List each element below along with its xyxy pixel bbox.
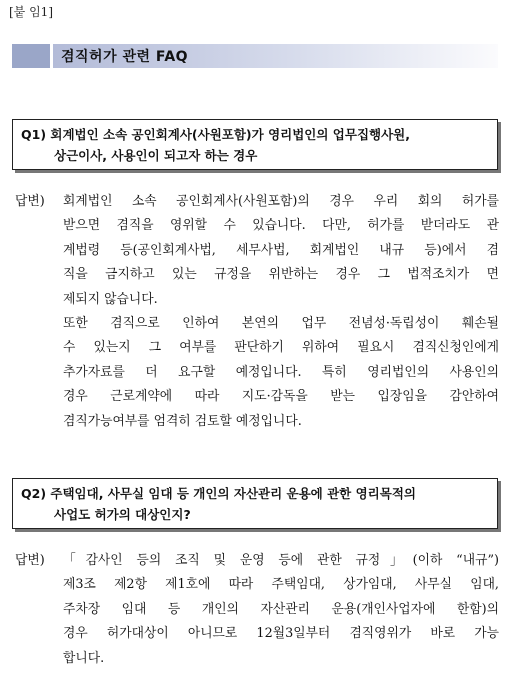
question-line: Q2) 주택임대, 사무실 임대 등 개인의 자산관리 운용에 관한 영리목적의 [21, 486, 416, 501]
answer-label: 답변) [15, 553, 45, 568]
question-box-q1 [12, 119, 498, 170]
answer-line: 계법령 등(공인회계사법, 세무사법, 회계법인 내규 등)에서 겸 [63, 242, 499, 258]
answer-line: 제3조 제2항 제1호에 따라 주택임대, 상가임대, 사무실 임대, [63, 577, 499, 593]
page-title: 겸직허가 관련 FAQ [61, 49, 189, 65]
question-line: Q1) 회계법인 소속 공인회계사(사원포함)가 영리법인의 업무집행사원, [21, 127, 410, 142]
title-accent-block [12, 44, 50, 68]
answer-line: 또한 겸직으로 인하여 본연의 업무 전념성·독립성이 훼손될 [63, 316, 499, 331]
answer-line: 합니다. [63, 650, 105, 666]
answer-line: 추가자료를 더 요구할 예정입니다. 특히 영리법인의 사용인의 [63, 364, 499, 380]
question-box-q2 [12, 478, 498, 529]
answer-line: 직을 금지하고 있는 규정을 위반하는 경우 그 법적조치가 면 [63, 267, 499, 283]
answer-line: 주차장 임대 등 개인의 자산관리 운용(개인사업자에 한함)의 [63, 601, 499, 617]
answer-line: 겸직가능여부를 엄격히 검토할 예정입니다. [63, 413, 302, 429]
title-banner [53, 44, 498, 68]
answer-line: 받으면 겸직을 영위할 수 있습니다. 다만, 허가를 받더라도 관 [63, 218, 499, 234]
question-line: 상근이사, 사용인이 되고자 하는 경우 [54, 148, 258, 163]
attachment-label: [붙 임1] [9, 5, 53, 19]
answer-line: 「감사인 등의 조직 및 운영 등에 관한 규정」(이하 “내규”) [63, 553, 499, 568]
answer-line: 회계법인 소속 공인회계사(사원포함)의 경우 우리 회의 허가를 [63, 194, 499, 209]
answer-line: 수 있는지 그 여부를 판단하기 위하여 필요시 겸직신청인에게 [63, 340, 499, 356]
answer-line: 제되지 않습니다. [63, 291, 158, 307]
section-title-bar [12, 44, 498, 68]
answer-line: 경우 허가대상이 아니므로 12월3일부터 겸직영위가 바로 가능 [63, 626, 499, 642]
answer-line: 경우 근로계약에 따라 지도·감독을 받는 입장임을 감안하여 [63, 389, 499, 405]
answer-label: 답변) [15, 194, 45, 209]
question-line: 사업도 허가의 대상인지? [54, 507, 191, 522]
